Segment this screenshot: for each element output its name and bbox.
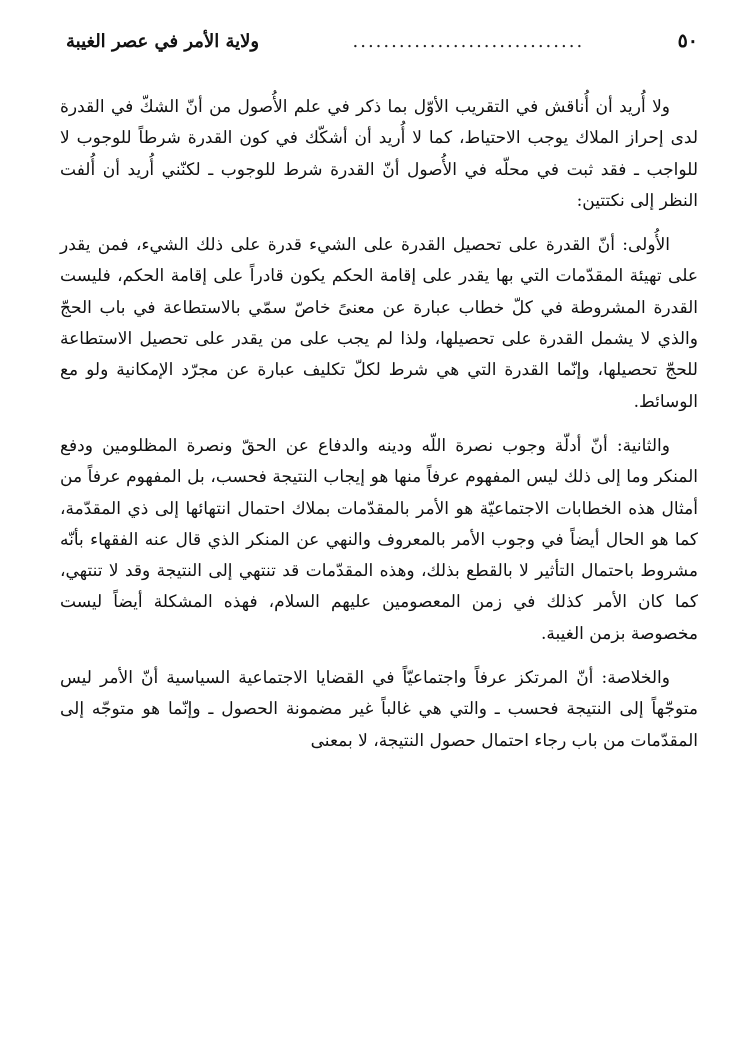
- paragraph-summary: والخلاصة: أنّ المرتكز عرفاً واجتماعيّاً في القضايا الاجتماعية السياسية أنّ الأمر ليس متوجّهاً إلى النتيجة فحسب ـ والتي هي غالباً غير مضمونة الحصول ـ وإنّما هو متوجّه إلى المقدّمات من باب رجاء احتمال حصول النتيجة، لا بمعنى: [60, 668, 698, 751]
- page-number: ٥٠: [677, 30, 698, 52]
- paragraph-first-point: الأُولى: أنّ القدرة على تحصيل القدرة على الشيء قدرة على ذلك الشيء، فمن يقدر على تهيئة المقدّمات التي بها يقدر على إقامة الحكم يكون قادراً على إقامة الحكم، فليست القدرة المشروطة في كلّ خطاب عبارة عن معنىً خاصّ سمّي بالاستطاعة في باب الحجّ والذي لا يشمل القدرة على تحصيلها، ولذا لم يجب على من يقدر على تحصيل الاستطاعة للحجّ تحصيلها، وإنّما القدرة التي هي شرط لكلّ تكليف عبارة عن مجرّد الإمكانية ولو مع الوسائط.: [60, 235, 698, 412]
- running-header: [60, 30, 698, 60]
- book-page: [60, 30, 698, 1050]
- body-text: [60, 92, 698, 757]
- paragraph-second-point: والثانية: أنّ أدلّة وجوب نصرة اللّه ودينه والدفاع عن الحقّ ونصرة المظلومين ودفع المنكر وما إلى ذلك ليس المفهوم عرفاً منها هو إيجاب النتيجة فحسب، بل المفهوم عرفاً من أمثال هذه الخطابات الاجتماعيّة هو الأمر بالمقدّمات بملاك احتمال انتهائها إلى ذي المقدّمة، كما هو الحال أيضاً في وجوب الأمر بالمعروف والنهي عن المنكر الذي قال عنه الفقهاء بأنّه مشروط باحتمال التأثير لا بالقطع بذلك، وهذه المقدّمات قد تنتهي إلى النتيجة وقد لا تنتهي، كما كان الأمر كذلك في زمن المعصومين عليهم السلام، فهذه المشكلة أيضاً ليست مخصوصة بزمن الغيبة.: [60, 435, 698, 644]
- running-title: ولاية الأمر في عصر الغيبة: [66, 31, 260, 52]
- header-leader-dots: ..............................: [352, 31, 585, 52]
- paragraph-intro: ولا أُريد أن أُناقش في التقريب الأوّل بما ذكر في علم الأُصول من أنّ الشكّ في القدرة لدى إحراز الملاك يوجب الاحتياط، كما لا أُريد أن أشكّك في كون القدرة شرطاً للوجوب لا للواجب ـ فقد ثبت في محلّه في الأُصول أنّ القدرة شرط للوجوب ـ لكنّني أُريد أن أُلفت النظر إلى نكتتين:: [60, 97, 698, 211]
